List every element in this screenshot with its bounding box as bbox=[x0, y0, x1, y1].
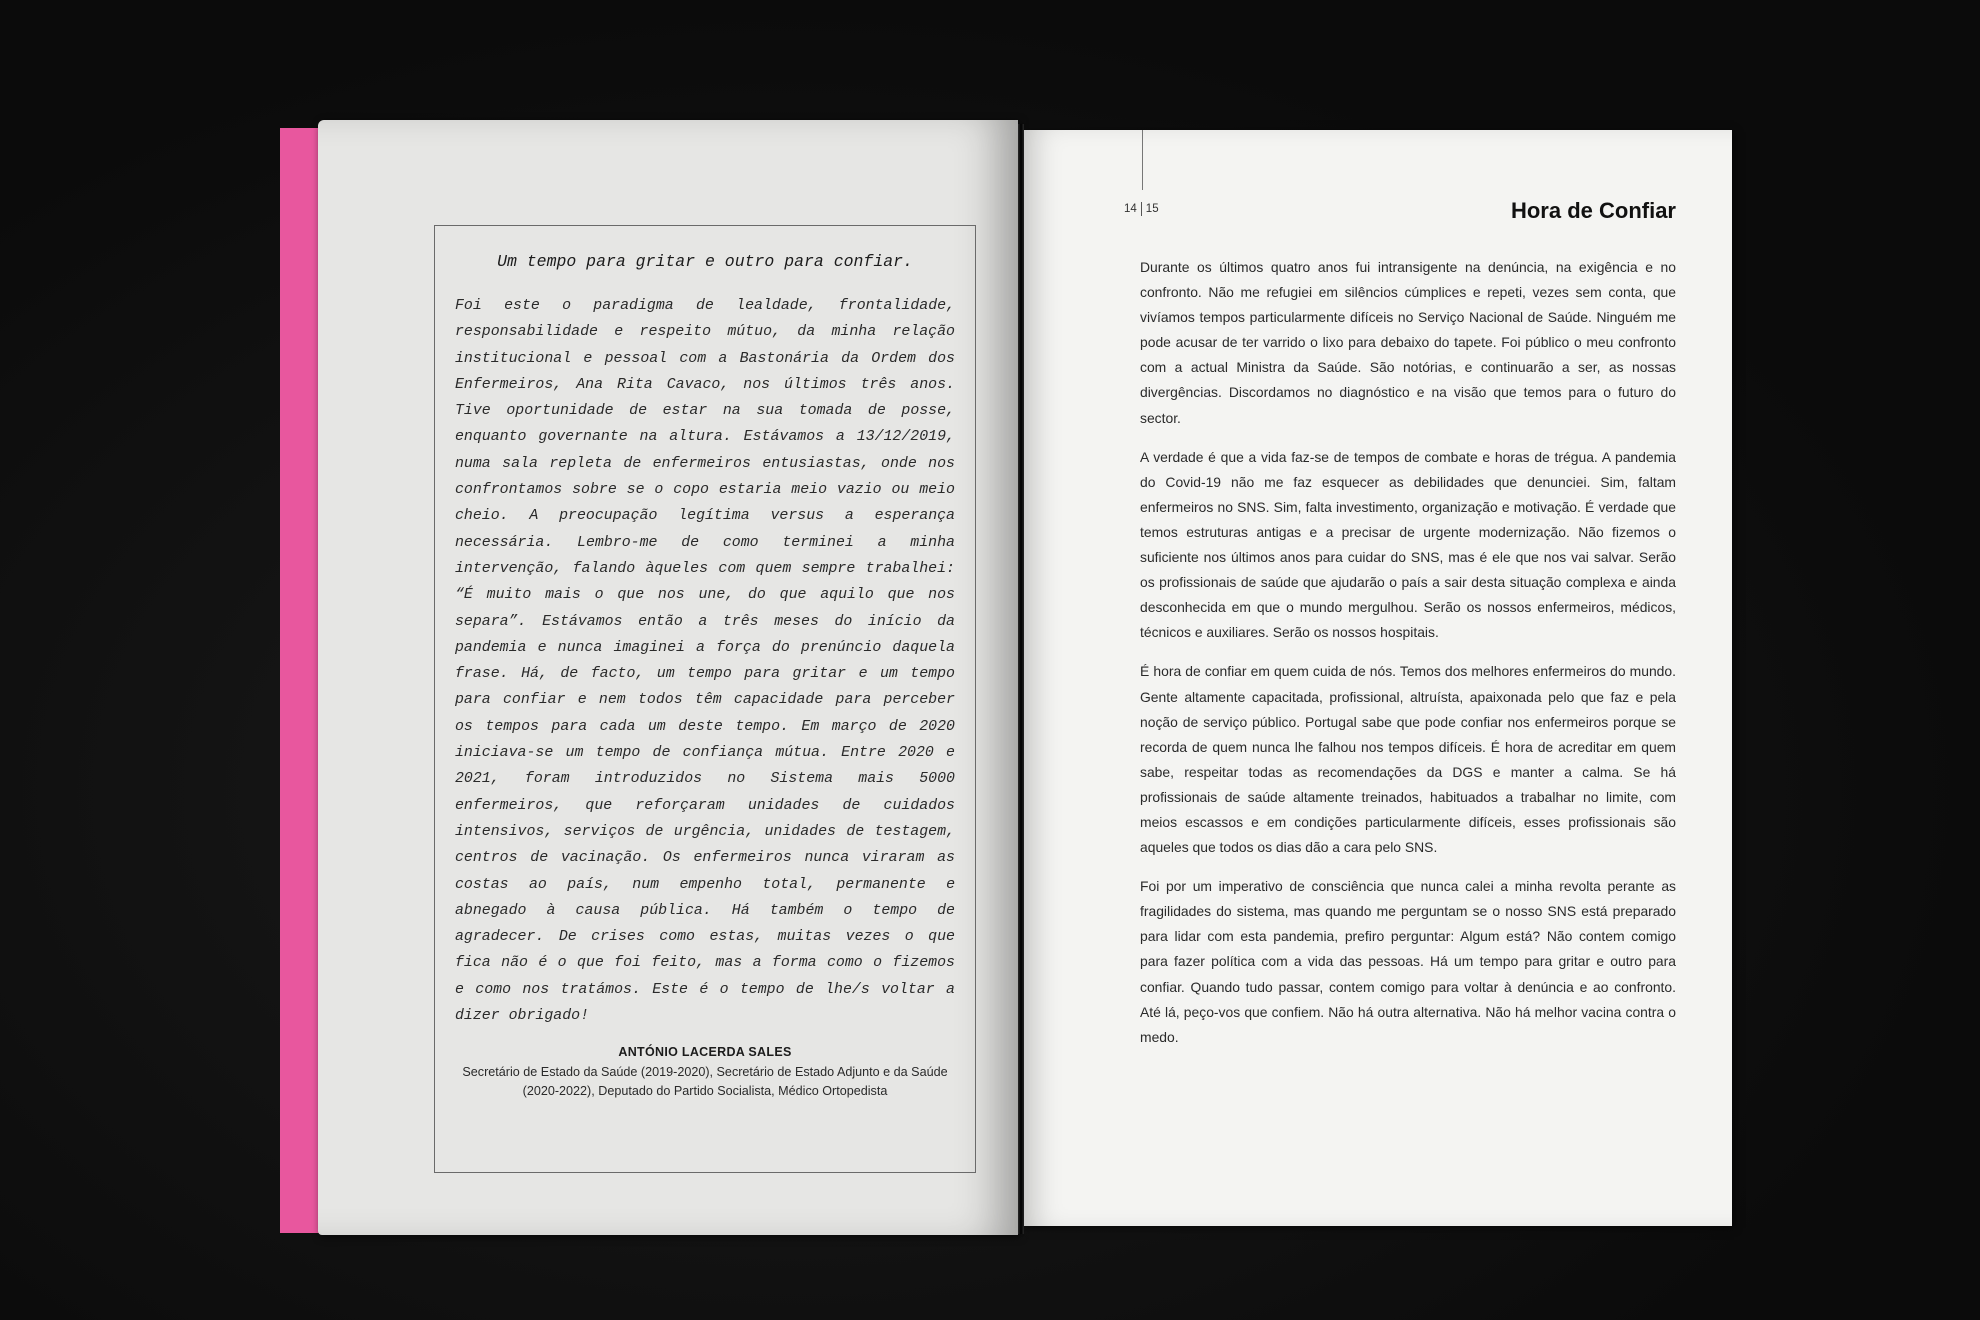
page-number-left: 14 bbox=[1124, 203, 1137, 216]
paragraph: É hora de confiar em quem cuida de nós. Temos dos melhores enfermeiros do mundo. Gente altamente capacitada, profissional, altruísta, apaixonada pelo que faz e pela noção de serviço público. Portugal sabe que pode confiar nos enfermeiros porque se recorda de quem nunca lhe falhou nos tempos difíceis. É hora de acreditar em quem sabe, respeitar todas as recomendações da DGS e manter a calma. Se há profissionais de saúde altamente treinados, habituados a trabalhar no limite, com meios escassos e em condições particularmente difíceis, esses profissionais são aqueles que todos os dias dão a cara pelo SNS. bbox=[1140, 663, 1676, 856]
signature-name: ANTÓNIO LACERDA SALES bbox=[618, 1045, 792, 1060]
body-text bbox=[1140, 255, 1676, 1064]
left-page bbox=[318, 120, 1018, 1235]
page-number-divider bbox=[1141, 202, 1142, 216]
book-cover-edge bbox=[280, 128, 322, 1233]
page-numbers bbox=[1124, 202, 1159, 216]
quote-title: Um tempo para gritar e outro para confiar. bbox=[497, 252, 913, 271]
folio-rule bbox=[1142, 130, 1143, 190]
paragraph: A verdade é que a vida faz-se de tempos de combate e horas de trégua. A pandemia do Covid-19 não me faz esquecer as debilidades que denunciei. Sim, faltam enfermeiros no SNS. Sim, falta investimento, organização e motivação. É verdade que temos estruturas antigas e a precisar de urgente modernização. Não fizemos o suficiente nos últimos anos para cuidar do SNS, mas é ele que nos vai salvar. Serão os profissionais de saúde que ajudarão o país a sair desta situação complexa e ainda desconhecida em que o mundo mergulhou. Serão os nossos enfermeiros, médicos, técnicos e auxiliares. Serão os nossos hospitais. bbox=[1140, 448, 1676, 641]
paragraph: Foi por um imperativo de consciência que nunca calei a minha revolta perante as fragilidades do sistema, mas quando me perguntam se o nosso SNS está preparado para lidar com esta pandemia, prefiro perguntar: Algum está? Não contem comigo para fazer política com a vida das pessoas. Há um tempo para gritar e outro para confiar. Quando tudo passar, contem comigo para voltar à denúncia e ao confronto. Até lá, peço-vos que confiem. Não há outra alternativa. Não há melhor vacina contra o medo. bbox=[1140, 878, 1676, 1045]
paragraph: Durante os últimos quatro anos fui intransigente na denúncia, na exigência e no confronto. Não me refugiei em silêncios cúmplices e repeti, vezes sem conta, que vivíamos tempos particularmente difíceis no Serviço Nacional de Saúde. Ninguém me pode acusar de ter varrido o lixo para debaixo do tapete. Foi público o meu confronto com a actual Ministra da Saúde. São notórias, e continuarão a ser, as nossas divergências. Discordamos no diagnóstico e na visão que temos para o futuro do sector. bbox=[1140, 259, 1676, 426]
signature-role: Secretário de Estado da Saúde (2019-2020), Secretário de Estado Adjunto e da Saúde (2020-2022), Deputado do Partido Socialista, Médico Ortopedista bbox=[462, 1065, 948, 1099]
quote-body: Foi este o paradigma de lealdade, frontalidade, responsabilidade e respeito mútuo, da minha relação institucional e pessoal com a Bastonária da Ordem dos Enfermeiros, Ana Rita Cavaco, nos últimos três anos. Tive oportunidade de estar na sua tomada de posse, enquanto governante na altura. Estávamos a 13/12/2019, numa sala repleta de enfermeiros entusiastas, onde nos confrontamos sobre se o copo estaria meio vazio ou meio cheio. A preocupação legítima versus a esperança necessária. Lembro-me de como terminei a minha intervenção, falando àqueles com quem sempre trabalhei: “É muito mais o que nos une, do que aquilo que nos separa”. Estávamos então a três meses do início da pandemia e nunca imaginei a força do prenúncio daquela frase. Há, de facto, um tempo para gritar e um tempo para confiar e nem todos têm capacidade para perceber os tempos para cada um deste tempo. Em março de 2020 iniciava-se um tempo de confiança mútua. Entre 2020 e 2021, foram introduzidos no Sistema mais 5000 enfermeiros, que reforçaram unidades de cuidados intensivos, serviços de urgência, unidades de testagem, centros de vacinação. Os enfermeiros nunca viraram as costas ao país, num empenho total, permanente e abnegado à causa pública. Há também o tempo de agradecer. De crises como estas, muitas vezes o que fica não é o que foi feito, mas a forma como o fizemos e como nos tratámos. Este é o tempo de lhe/s voltar a dizer obrigado! bbox=[455, 298, 955, 1025]
right-page bbox=[1024, 130, 1732, 1226]
page-title: Hora de Confiar bbox=[1510, 198, 1676, 223]
page-number-right: 15 bbox=[1145, 203, 1159, 216]
quote-box bbox=[434, 225, 976, 1173]
